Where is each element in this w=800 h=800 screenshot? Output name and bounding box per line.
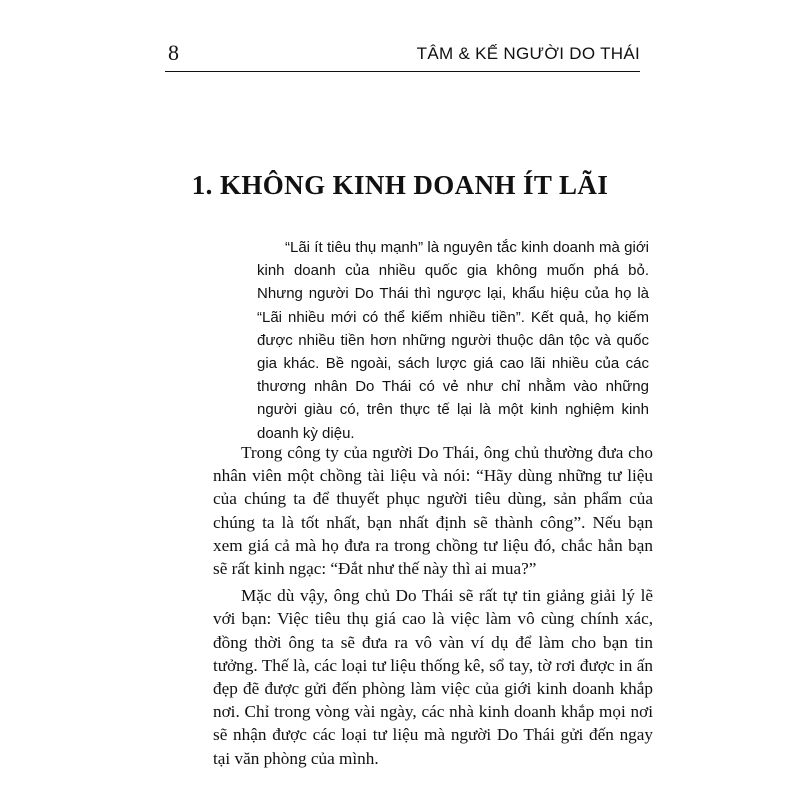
body-paragraph-2: Mặc dù vậy, ông chủ Do Thái sẽ rất tự tin giảng giải lý lẽ với bạn: Việc tiêu thụ giá cao là việc làm vô cùng chính xác, đồng thời ông ta sẽ đưa ra vô vàn ví dụ để làm cho bạn tin tưởng. Thế là, các loại tư liệu thống kê, sổ tay, tờ rơi được in ấn đẹp đẽ được gửi đến phòng làm việc của giới kinh doanh khắp nơi. Chỉ trong vòng vài ngày, các nhà kinh doanh khắp mọi nơi sẽ nhận được các loại tư liệu mà người Do Thái gửi đến ngay tại văn phòng của mình. [213,586,653,768]
header-rule [165,71,640,72]
body-text [213,441,653,770]
intro-block [257,236,649,445]
running-title: TÂM & KẾ NGƯỜI DO THÁI [416,44,640,63]
intro-paragraph: “Lãi ít tiêu thụ mạnh” là nguyên tắc kinh doanh mà giới kinh doanh của nhiều quốc gia không muốn phá bỏ. Nhưng người Do Thái thì ngược lại, khẩu hiệu của họ là “Lãi nhiều mới có thể kiếm nhiều tiền”. Kết quả, họ kiếm được nhiều tiền hơn những người thuộc dân tộc và quốc gia khác. Bề ngoài, sách lược giá cao lãi nhiều của các thương nhân Do Thái có vẻ như chỉ nhằm vào những người giàu có, trên thực tế lại là một kinh nghiệm kinh doanh kỳ diệu. [257,239,649,442]
page-number: 8 [168,40,179,65]
body-paragraph-1: Trong công ty của người Do Thái, ông chủ thường đưa cho nhân viên một chồng tài liệu và nói: “Hãy dùng những tư liệu của chúng ta để thuyết phục người tiêu dùng, sản phẩm của chúng ta là tốt nhất, bạn nhất định sẽ thành công”. Nếu bạn xem giá cả mà họ đưa ra trong chồng tư liệu đó, chắc hẳn bạn sẽ rất kinh ngạc: “Đắt như thế này thì ai mua?” [213,443,653,579]
chapter-title: 1. KHÔNG KINH DOANH ÍT LÃI [191,170,609,200]
